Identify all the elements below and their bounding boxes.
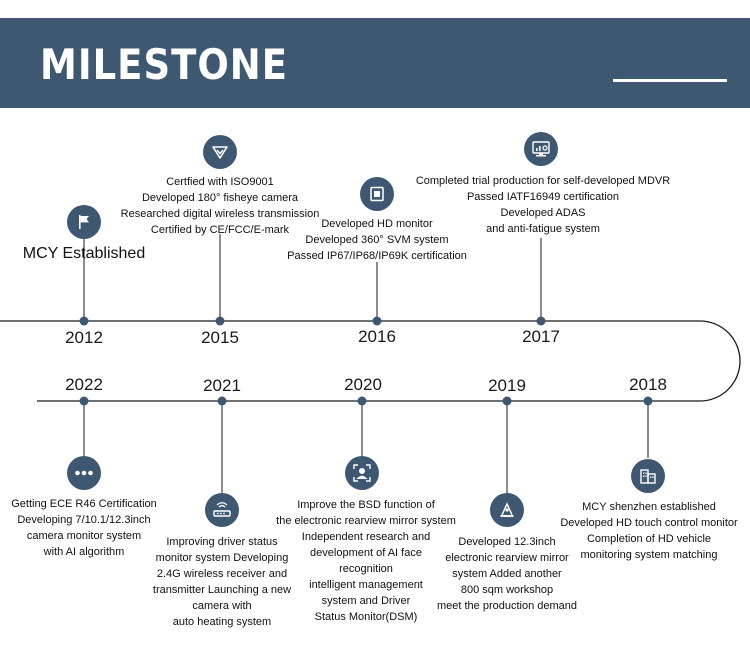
text-line: camera with — [192, 600, 252, 612]
text-line: Independent research and — [301, 531, 431, 543]
year-2021: 2021 — [203, 376, 241, 395]
text-line: MCY Established — [22, 245, 146, 262]
text-line: Developed HD monitor — [321, 218, 433, 230]
dot-2022 — [80, 397, 89, 406]
pen-tool-icon — [490, 493, 524, 527]
text-line: system and Driver — [321, 595, 411, 607]
text-line: system Added another — [452, 568, 562, 580]
year-2017: 2017 — [522, 327, 560, 346]
year-2020: 2020 — [344, 375, 382, 394]
dot-2015 — [216, 317, 225, 326]
text-line: 2.4G wireless receiver and — [156, 568, 288, 580]
text-line: Developing 7/10.1/12.3inch — [17, 514, 151, 526]
text-line: with AI algorithm — [43, 546, 125, 558]
text-line: and anti-fatigue system — [486, 223, 600, 235]
text-line: 800 sqm workshop — [460, 584, 554, 596]
dot-2012 — [80, 317, 89, 326]
text-line: transmitter Launching a new — [152, 584, 292, 596]
text-line: the electronic rearview mirror system — [276, 515, 456, 527]
text-line: Completion of HD vehicle — [586, 533, 712, 545]
text-line: Developed 12.3inch — [458, 536, 556, 548]
text-line: recognition — [339, 563, 393, 575]
display-gear-icon — [524, 132, 558, 166]
text-line: meet the production demand — [436, 600, 578, 612]
text-line: Developed 180° fisheye camera — [141, 192, 299, 204]
dot-2017 — [537, 317, 546, 326]
text-line: Getting ECE R46 Certification — [11, 498, 157, 510]
text-line: Developed 360° SVM system — [305, 234, 449, 246]
year-2018: 2018 — [629, 375, 667, 394]
text-line: Improving driver status — [166, 536, 278, 548]
year-2019: 2019 — [488, 376, 526, 395]
dot-2021 — [218, 397, 227, 406]
dot-2020 — [358, 397, 367, 406]
dot-2019 — [503, 397, 512, 406]
triangle-check-icon — [203, 135, 237, 169]
buildings-icon — [631, 459, 665, 493]
year-2012: 2012 — [65, 328, 103, 347]
text-line: Developed HD touch control monitor — [560, 517, 738, 529]
text-line: Completed trial production for self-developed MDVR — [415, 175, 671, 187]
year-2015: 2015 — [201, 328, 239, 347]
text-line: camera monitor system — [26, 530, 142, 542]
text-line: Passed IATF16949 certification — [466, 191, 620, 203]
text-line: MCY shenzhen established — [582, 501, 716, 513]
dot-2016 — [373, 317, 382, 326]
text-line: electronic rearview mirror — [445, 552, 569, 564]
milestone-text-2018 — [554, 499, 744, 563]
text-line: Developed ADAS — [500, 207, 586, 219]
dot-2018 — [644, 397, 653, 406]
more-dots-icon — [67, 456, 101, 490]
text-line: Researched digital wireless transmission — [120, 208, 320, 220]
text-line: Certfied with ISO9001 — [166, 176, 274, 188]
year-2022: 2022 — [65, 375, 103, 394]
face-recognition-icon — [345, 456, 379, 490]
text-line: monitoring system matching — [580, 549, 718, 561]
text-line: development of AI face — [310, 547, 422, 559]
text-line: Certified by CE/FCC/E-mark — [150, 224, 290, 236]
text-line: monitor system Developing — [155, 552, 289, 564]
monitor-icon — [360, 177, 394, 211]
milestone-text-2022 — [4, 496, 164, 560]
milestone-text-2012 — [4, 244, 164, 264]
page-title: MILESTONE — [40, 40, 289, 89]
text-line: auto heating system — [172, 616, 272, 628]
flag-icon — [67, 205, 101, 239]
year-2016: 2016 — [358, 327, 396, 346]
wireless-router-icon — [205, 493, 239, 527]
text-line: Passed IP67/IP68/IP69K certification — [287, 250, 467, 262]
text-line: intelligent management — [309, 579, 423, 591]
text-line: Improve the BSD function of — [297, 499, 435, 511]
milestone-text-2017 — [411, 173, 675, 237]
text-line: Status Monitor(DSM) — [314, 611, 418, 623]
